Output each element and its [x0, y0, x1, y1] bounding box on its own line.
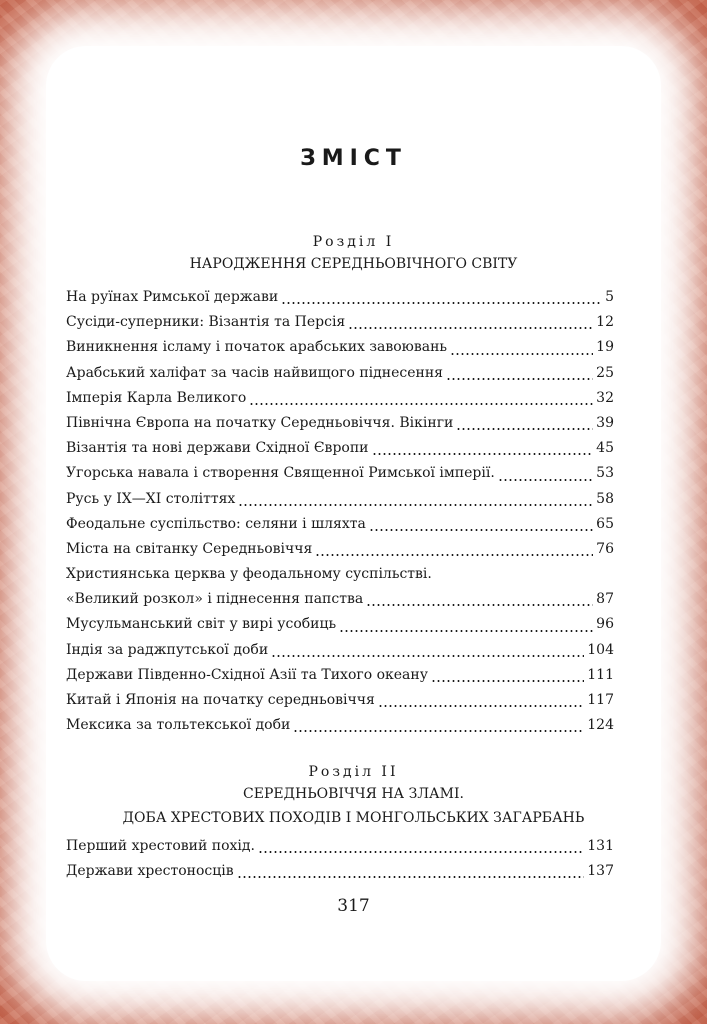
toc-entry[interactable]	[66, 859, 614, 884]
leader-dots	[372, 436, 594, 461]
section-1-entries	[66, 285, 614, 738]
entry-title: Мексика за тольтекської доби	[66, 717, 291, 734]
leader-dots	[237, 859, 585, 884]
leader-dots	[431, 663, 584, 688]
section-1-title-line: НАРОДЖЕННЯ СЕРЕДНЬОВІЧНОГО СВІТУ	[189, 256, 518, 272]
leader-dots	[348, 310, 593, 335]
entry-title: Феодальне суспільство: селяни і шляхта	[66, 515, 366, 532]
toc-entry[interactable]	[66, 537, 614, 562]
toc-entry[interactable]	[66, 285, 614, 310]
entry-title: Виникнення ісламу і початок арабських завоювань	[66, 339, 448, 356]
toc-entry[interactable]	[66, 688, 614, 713]
toc-entry[interactable]	[66, 310, 614, 335]
leader-dots	[238, 487, 593, 512]
toc-entry[interactable]	[66, 461, 614, 486]
leader-dots	[446, 361, 593, 386]
entry-page: 25	[596, 364, 614, 381]
entry-page: 117	[587, 692, 614, 708]
entry-title: Держави хрестоносців	[66, 863, 234, 880]
toc-entry[interactable]	[66, 436, 614, 461]
entry-title: Русь у IX—XI століттях	[66, 490, 236, 507]
toc-entry[interactable]	[66, 361, 614, 386]
section-1-label: Розділ I	[312, 234, 395, 250]
leader-dots	[249, 386, 593, 411]
leader-dots	[498, 461, 593, 486]
page-title: ЗМІСТ	[300, 146, 407, 171]
toc-entry[interactable]	[66, 834, 614, 859]
toc-entry-two-line[interactable]	[66, 562, 614, 612]
entry-page: 96	[596, 616, 614, 633]
section-2-label: Розділ II	[308, 764, 399, 780]
entry-title: Угорська навала і створення Священної Римської імперії.	[66, 465, 495, 482]
toc-entry[interactable]	[66, 512, 614, 537]
entry-page: 53	[596, 465, 614, 482]
entry-page: 137	[587, 863, 614, 880]
toc-entry[interactable]	[66, 335, 614, 360]
toc-entry[interactable]	[66, 638, 614, 663]
entry-title: Мусульманський світ у вирі усобиць	[66, 616, 337, 633]
section-1-title	[0, 252, 707, 276]
leader-dots	[456, 411, 593, 436]
section-2-title-line: СЕРЕДНЬОВІЧЧЯ НА ЗЛАМІ.	[243, 786, 464, 802]
entry-title: «Великий розкол» і піднесення папства	[66, 591, 364, 608]
entry-title: Північна Європа на початку Середньовіччя. Вікінги	[66, 414, 454, 431]
leader-dots	[378, 688, 584, 713]
section-2-entries	[66, 834, 614, 884]
leader-dots	[271, 638, 584, 663]
entry-title: На руїнах Римської держави	[66, 289, 279, 305]
entry-page: 19	[596, 339, 614, 356]
leader-dots	[339, 612, 593, 637]
entry-page: 32	[596, 389, 614, 406]
leader-dots	[450, 335, 593, 360]
entry-title: Індія за раджпутської доби	[66, 641, 269, 658]
entry-page: 76	[596, 540, 614, 557]
entry-page: 58	[596, 490, 614, 507]
entry-page: 87	[596, 591, 614, 608]
toc-entry[interactable]	[66, 386, 614, 411]
toc-entry[interactable]	[66, 612, 614, 637]
toc-entry[interactable]	[66, 663, 614, 688]
leader-dots	[366, 587, 593, 612]
entry-page: 111	[587, 666, 614, 683]
leader-dots	[258, 834, 584, 859]
entry-title: Арабський халіфат за часів найвищого піднесення	[66, 364, 444, 381]
leader-dots	[369, 512, 593, 537]
toc-entry[interactable]	[66, 411, 614, 436]
entry-page: 124	[587, 717, 614, 734]
leader-dots	[281, 285, 602, 310]
section-2-title-line: ДОБА ХРЕСТОВИХ ПОХОДІВ І МОНГОЛЬСЬКИХ ЗАГАРБАНЬ	[122, 810, 585, 826]
entry-page: 65	[596, 515, 614, 532]
section-2-title	[0, 782, 707, 830]
entry-title: Сусіди-суперники: Візантія та Персія	[66, 314, 346, 331]
entry-title: Держави Південно-Східної Азії та Тихого океану	[66, 666, 428, 683]
entry-page: 5	[605, 289, 614, 305]
entry-page: 131	[587, 838, 614, 854]
leader-dots	[315, 537, 593, 562]
toc-entry[interactable]	[66, 487, 614, 512]
entry-title: Міста на світанку Середньовіччя	[66, 540, 313, 557]
entry-title: Імперія Карла Великого	[66, 389, 247, 406]
entry-title: Китай і Японія на початку середньовіччя	[66, 692, 375, 708]
entry-page: 45	[596, 440, 614, 457]
toc-entry	[66, 587, 614, 612]
entry-title: Візантія та нові держави Східної Європи	[66, 440, 369, 457]
entry-page: 12	[596, 314, 614, 331]
entry-page: 39	[596, 414, 614, 431]
page-number: 317	[337, 896, 370, 916]
entry-title-line-1: Християнська церква у феодальному суспільстві.	[66, 566, 432, 583]
entry-title: Перший хрестовий похід.	[66, 838, 255, 854]
entry-page: 104	[587, 641, 614, 658]
leader-dots	[293, 713, 584, 738]
toc-entry[interactable]	[66, 713, 614, 738]
